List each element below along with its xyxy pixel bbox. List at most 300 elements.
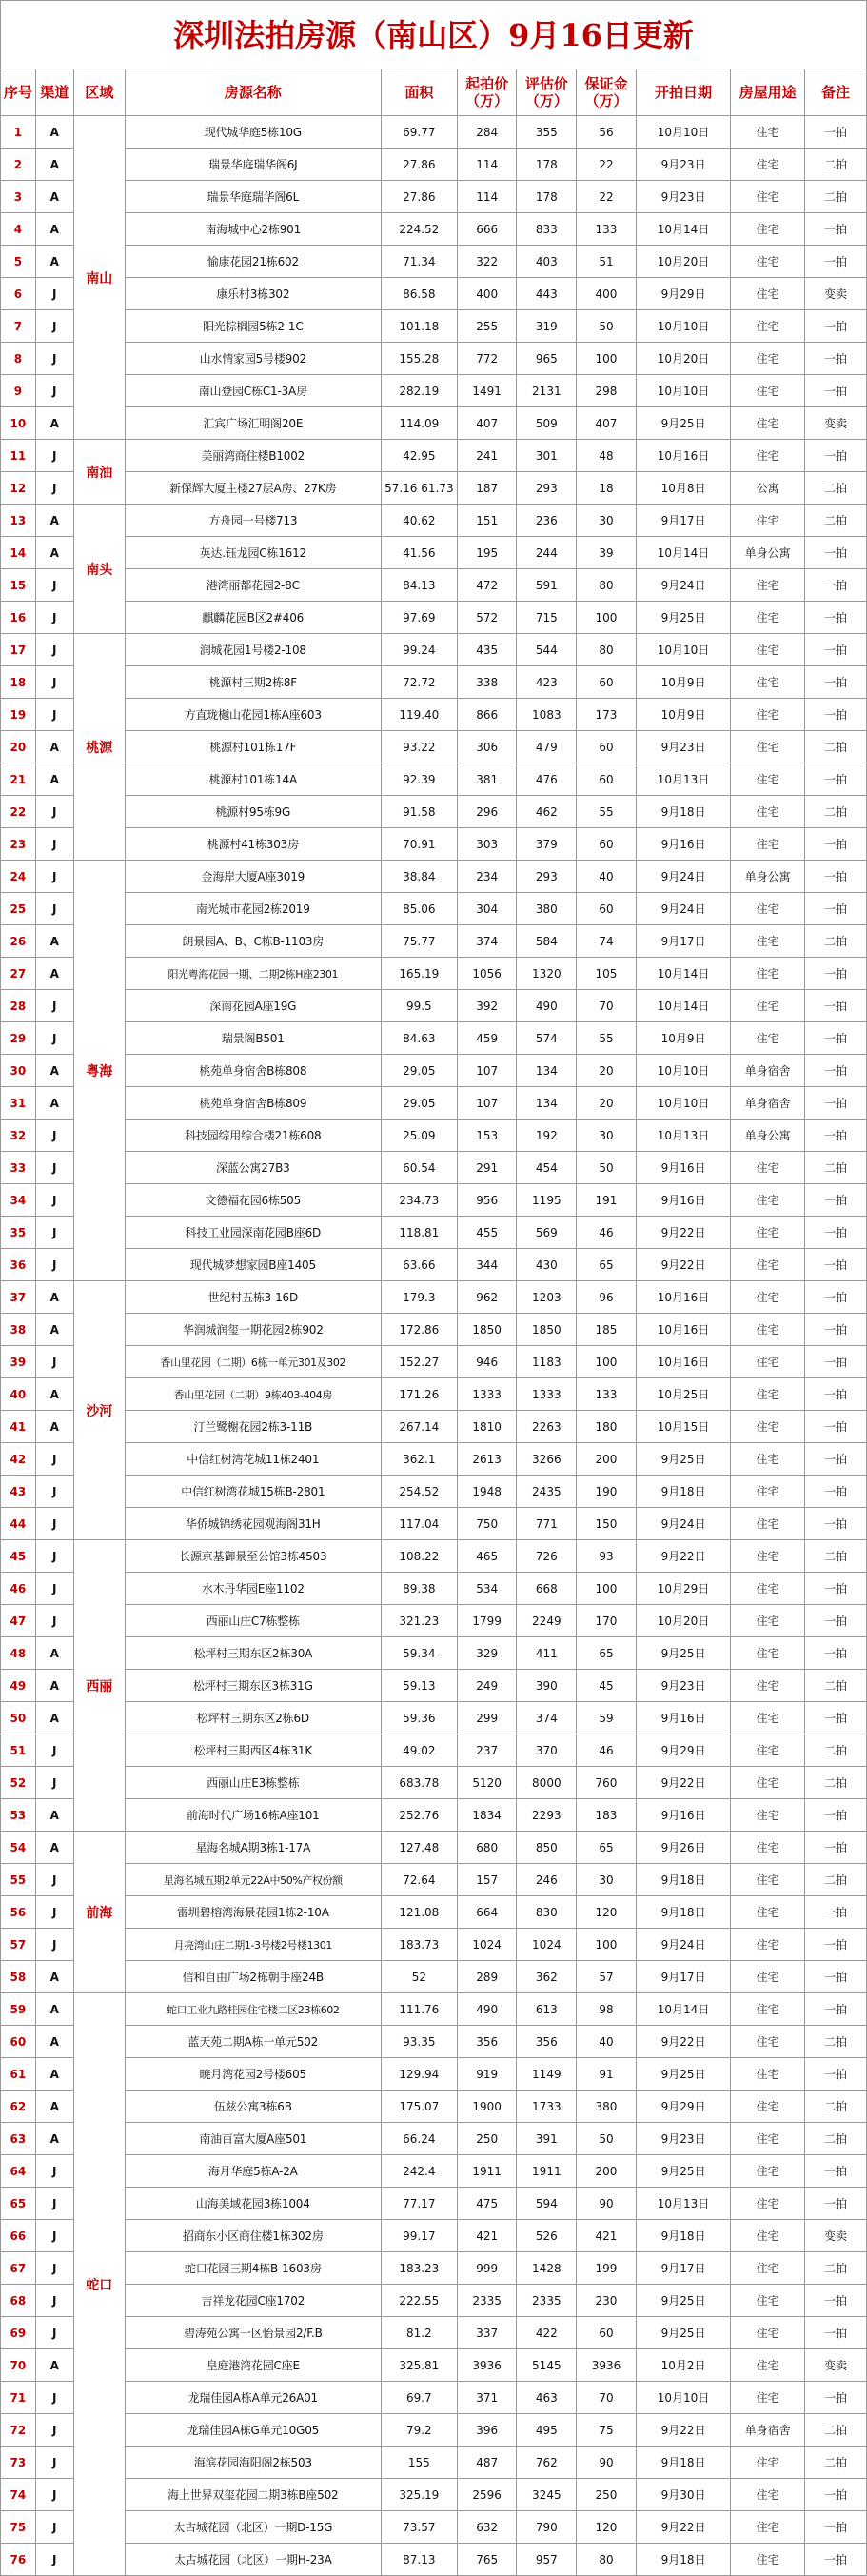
row-property-name: 桃源村三期2栋8F bbox=[125, 666, 381, 699]
row-usage: 住宅 bbox=[731, 1508, 805, 1540]
row-property-name: 蓝天苑二期A栋一单元502 bbox=[125, 2026, 381, 2058]
table-row bbox=[1, 1961, 867, 1993]
row-deposit: 100 bbox=[577, 1346, 637, 1378]
row-area: 89.38 bbox=[381, 1573, 457, 1605]
row-channel: A bbox=[35, 2123, 73, 2155]
row-usage: 住宅 bbox=[731, 1022, 805, 1055]
row-start-price: 490 bbox=[457, 1993, 517, 2026]
row-channel: J bbox=[35, 472, 73, 505]
row-area: 85.06 bbox=[381, 893, 457, 925]
row-deposit: 45 bbox=[577, 1670, 637, 1702]
row-area: 75.77 bbox=[381, 925, 457, 958]
row-property-name: 麒麟花园B区2#406 bbox=[125, 602, 381, 634]
table-row bbox=[1, 1540, 867, 1573]
row-usage: 住宅 bbox=[731, 181, 805, 213]
row-usage: 住宅 bbox=[731, 1929, 805, 1961]
row-property-name: 南山登园C栋C1-3A房 bbox=[125, 375, 381, 407]
table-row bbox=[1, 1508, 867, 1540]
row-area: 171.26 bbox=[381, 1378, 457, 1411]
row-eval-price: 965 bbox=[517, 343, 577, 375]
row-deposit: 3936 bbox=[577, 2349, 637, 2382]
table-row bbox=[1, 1799, 867, 1832]
table-row bbox=[1, 828, 867, 861]
row-start-price: 299 bbox=[457, 1702, 517, 1734]
row-deposit: 20 bbox=[577, 1087, 637, 1120]
row-auction-date: 9月29日 bbox=[636, 278, 730, 310]
row-area: 93.35 bbox=[381, 2026, 457, 2058]
row-channel: J bbox=[35, 1573, 73, 1605]
row-seq: 26 bbox=[1, 925, 36, 958]
row-eval-price: 301 bbox=[517, 440, 577, 472]
row-auction-date: 9月25日 bbox=[636, 407, 730, 440]
row-area: 49.02 bbox=[381, 1734, 457, 1767]
table-row bbox=[1, 1993, 867, 2026]
table-row bbox=[1, 181, 867, 213]
row-area: 183.23 bbox=[381, 2252, 457, 2285]
table-row bbox=[1, 1864, 867, 1896]
row-eval-price: 726 bbox=[517, 1540, 577, 1573]
row-property-name: 愉康花园21栋602 bbox=[125, 246, 381, 278]
row-channel: J bbox=[35, 2479, 73, 2511]
row-start-price: 381 bbox=[457, 763, 517, 796]
row-deposit: 56 bbox=[577, 116, 637, 149]
row-note: 一拍 bbox=[805, 1346, 867, 1378]
row-deposit: 400 bbox=[577, 278, 637, 310]
row-note: 一拍 bbox=[805, 1573, 867, 1605]
row-usage: 住宅 bbox=[731, 925, 805, 958]
row-seq: 61 bbox=[1, 2058, 36, 2091]
row-property-name: 桃源村41栋303房 bbox=[125, 828, 381, 861]
row-auction-date: 9月23日 bbox=[636, 2123, 730, 2155]
district-cell: 南油 bbox=[73, 440, 125, 505]
header-usage: 房屋用途 bbox=[731, 69, 805, 116]
row-eval-price: 1149 bbox=[517, 2058, 577, 2091]
table-row bbox=[1, 343, 867, 375]
row-auction-date: 10月9日 bbox=[636, 666, 730, 699]
row-start-price: 304 bbox=[457, 893, 517, 925]
row-area: 84.13 bbox=[381, 569, 457, 602]
row-auction-date: 10月15日 bbox=[636, 1411, 730, 1443]
table-row bbox=[1, 1087, 867, 1120]
row-deposit: 60 bbox=[577, 2317, 637, 2349]
table-row bbox=[1, 2026, 867, 2058]
row-start-price: 296 bbox=[457, 796, 517, 828]
row-area: 683.78 bbox=[381, 1767, 457, 1799]
row-note: 一拍 bbox=[805, 2511, 867, 2544]
row-auction-date: 9月25日 bbox=[636, 2058, 730, 2091]
row-start-price: 344 bbox=[457, 1249, 517, 1281]
table-row bbox=[1, 1605, 867, 1637]
row-note: 一拍 bbox=[805, 2188, 867, 2220]
row-area: 222.55 bbox=[381, 2285, 457, 2317]
row-note: 一拍 bbox=[805, 2155, 867, 2188]
row-property-name: 瑞景阁B501 bbox=[125, 1022, 381, 1055]
row-auction-date: 9月23日 bbox=[636, 1670, 730, 1702]
row-seq: 55 bbox=[1, 1864, 36, 1896]
row-property-name: 松坪村三期西区4栋31K bbox=[125, 1734, 381, 1767]
row-channel: A bbox=[35, 1378, 73, 1411]
row-usage: 住宅 bbox=[731, 990, 805, 1022]
row-property-name: 中信红树湾花城15栋B-2801 bbox=[125, 1476, 381, 1508]
row-start-price: 250 bbox=[457, 2123, 517, 2155]
row-auction-date: 9月18日 bbox=[636, 1864, 730, 1896]
row-seq: 35 bbox=[1, 1217, 36, 1249]
row-eval-price: 1083 bbox=[517, 699, 577, 731]
row-channel: A bbox=[35, 958, 73, 990]
row-eval-price: 8000 bbox=[517, 1767, 577, 1799]
row-eval-price: 2131 bbox=[517, 375, 577, 407]
row-area: 27.86 bbox=[381, 181, 457, 213]
row-seq: 71 bbox=[1, 2382, 36, 2414]
row-usage: 住宅 bbox=[731, 375, 805, 407]
row-usage: 住宅 bbox=[731, 602, 805, 634]
row-eval-price: 246 bbox=[517, 1864, 577, 1896]
row-deposit: 421 bbox=[577, 2220, 637, 2252]
table-row bbox=[1, 1346, 867, 1378]
row-area: 172.86 bbox=[381, 1314, 457, 1346]
row-deposit: 55 bbox=[577, 796, 637, 828]
row-start-price: 3936 bbox=[457, 2349, 517, 2382]
row-area: 321.23 bbox=[381, 1605, 457, 1637]
row-seq: 2 bbox=[1, 149, 36, 181]
row-usage: 住宅 bbox=[731, 1378, 805, 1411]
row-eval-price: 1203 bbox=[517, 1281, 577, 1314]
row-eval-price: 957 bbox=[517, 2544, 577, 2576]
row-auction-date: 10月10日 bbox=[636, 1055, 730, 1087]
row-seq: 34 bbox=[1, 1184, 36, 1217]
row-deposit: 22 bbox=[577, 149, 637, 181]
row-area: 254.52 bbox=[381, 1476, 457, 1508]
row-area: 325.81 bbox=[381, 2349, 457, 2382]
row-channel: A bbox=[35, 731, 73, 763]
row-usage: 住宅 bbox=[731, 310, 805, 343]
row-auction-date: 10月20日 bbox=[636, 343, 730, 375]
row-note: 一拍 bbox=[805, 1929, 867, 1961]
row-property-name: 桃源村101栋17F bbox=[125, 731, 381, 763]
row-start-price: 1491 bbox=[457, 375, 517, 407]
row-eval-price: 178 bbox=[517, 181, 577, 213]
row-channel: A bbox=[35, 407, 73, 440]
row-deposit: 74 bbox=[577, 925, 637, 958]
row-channel: A bbox=[35, 2026, 73, 2058]
row-property-name: 现代城梦想家园B座1405 bbox=[125, 1249, 381, 1281]
row-auction-date: 9月22日 bbox=[636, 1249, 730, 1281]
row-auction-date: 9月22日 bbox=[636, 2511, 730, 2544]
row-note: 一拍 bbox=[805, 666, 867, 699]
row-start-price: 421 bbox=[457, 2220, 517, 2252]
row-seq: 76 bbox=[1, 2544, 36, 2576]
table-row bbox=[1, 569, 867, 602]
row-note: 一拍 bbox=[805, 1637, 867, 1670]
row-usage: 住宅 bbox=[731, 1573, 805, 1605]
row-eval-price: 762 bbox=[517, 2447, 577, 2479]
row-seq: 27 bbox=[1, 958, 36, 990]
row-note: 二拍 bbox=[805, 1540, 867, 1573]
row-start-price: 1056 bbox=[457, 958, 517, 990]
row-seq: 23 bbox=[1, 828, 36, 861]
row-seq: 12 bbox=[1, 472, 36, 505]
table-row bbox=[1, 1217, 867, 1249]
row-note: 二拍 bbox=[805, 2026, 867, 2058]
row-channel: A bbox=[35, 1799, 73, 1832]
row-deposit: 90 bbox=[577, 2188, 637, 2220]
row-start-price: 487 bbox=[457, 2447, 517, 2479]
row-property-name: 前海时代广场16栋A座101 bbox=[125, 1799, 381, 1832]
row-auction-date: 10月10日 bbox=[636, 2382, 730, 2414]
row-seq: 43 bbox=[1, 1476, 36, 1508]
table-row bbox=[1, 1055, 867, 1087]
row-usage: 住宅 bbox=[731, 1346, 805, 1378]
row-auction-date: 9月16日 bbox=[636, 1184, 730, 1217]
row-eval-price: 244 bbox=[517, 537, 577, 569]
row-area: 70.91 bbox=[381, 828, 457, 861]
row-deposit: 100 bbox=[577, 1929, 637, 1961]
row-auction-date: 9月30日 bbox=[636, 2479, 730, 2511]
row-area: 81.2 bbox=[381, 2317, 457, 2349]
row-channel: A bbox=[35, 1832, 73, 1864]
row-deposit: 183 bbox=[577, 1799, 637, 1832]
row-auction-date: 10月13日 bbox=[636, 1120, 730, 1152]
row-start-price: 475 bbox=[457, 2188, 517, 2220]
row-usage: 住宅 bbox=[731, 440, 805, 472]
row-note: 一拍 bbox=[805, 1896, 867, 1929]
row-note: 一拍 bbox=[805, 1087, 867, 1120]
row-area: 79.2 bbox=[381, 2414, 457, 2447]
row-auction-date: 9月25日 bbox=[636, 1637, 730, 1670]
row-eval-price: 594 bbox=[517, 2188, 577, 2220]
row-eval-price: 443 bbox=[517, 278, 577, 310]
row-note: 二拍 bbox=[805, 472, 867, 505]
row-property-name: 桃苑单身宿舍B栋809 bbox=[125, 1087, 381, 1120]
table-row bbox=[1, 375, 867, 407]
row-seq: 56 bbox=[1, 1896, 36, 1929]
row-start-price: 392 bbox=[457, 990, 517, 1022]
row-auction-date: 9月26日 bbox=[636, 1832, 730, 1864]
row-eval-price: 2435 bbox=[517, 1476, 577, 1508]
row-start-price: 946 bbox=[457, 1346, 517, 1378]
row-start-price: 151 bbox=[457, 505, 517, 537]
row-seq: 33 bbox=[1, 1152, 36, 1184]
row-start-price: 153 bbox=[457, 1120, 517, 1152]
row-note: 二拍 bbox=[805, 1152, 867, 1184]
row-seq: 42 bbox=[1, 1443, 36, 1476]
row-auction-date: 10月16日 bbox=[636, 1314, 730, 1346]
table-row bbox=[1, 925, 867, 958]
row-usage: 住宅 bbox=[731, 2285, 805, 2317]
row-property-name: 山水情家园5号楼902 bbox=[125, 343, 381, 375]
row-channel: J bbox=[35, 861, 73, 893]
row-eval-price: 134 bbox=[517, 1055, 577, 1087]
row-eval-price: 490 bbox=[517, 990, 577, 1022]
row-channel: J bbox=[35, 2252, 73, 2285]
table-row bbox=[1, 2349, 867, 2382]
row-property-name: 龙瑞佳园A栋A单元26A01 bbox=[125, 2382, 381, 2414]
listing-rows bbox=[1, 116, 867, 2576]
row-note: 二拍 bbox=[805, 2091, 867, 2123]
row-usage: 住宅 bbox=[731, 1184, 805, 1217]
row-start-price: 241 bbox=[457, 440, 517, 472]
row-usage: 住宅 bbox=[731, 1961, 805, 1993]
row-channel: A bbox=[35, 1993, 73, 2026]
row-auction-date: 9月22日 bbox=[636, 1540, 730, 1573]
row-channel: J bbox=[35, 1184, 73, 1217]
row-area: 40.62 bbox=[381, 505, 457, 537]
row-start-price: 329 bbox=[457, 1637, 517, 1670]
table-row bbox=[1, 505, 867, 537]
row-property-name: 科技工业园深南花园B座6D bbox=[125, 1217, 381, 1249]
row-start-price: 371 bbox=[457, 2382, 517, 2414]
row-seq: 36 bbox=[1, 1249, 36, 1281]
row-eval-price: 830 bbox=[517, 1896, 577, 1929]
row-start-price: 303 bbox=[457, 828, 517, 861]
row-auction-date: 9月29日 bbox=[636, 2091, 730, 2123]
row-property-name: 松坪村三期东区2栋6D bbox=[125, 1702, 381, 1734]
row-auction-date: 10月9日 bbox=[636, 1022, 730, 1055]
row-channel: J bbox=[35, 1152, 73, 1184]
row-usage: 住宅 bbox=[731, 1734, 805, 1767]
row-property-name: 碧涛苑公寓一区怡景园2/F.B bbox=[125, 2317, 381, 2349]
row-eval-price: 569 bbox=[517, 1217, 577, 1249]
table-row bbox=[1, 1120, 867, 1152]
row-channel: A bbox=[35, 1281, 73, 1314]
row-usage: 住宅 bbox=[731, 828, 805, 861]
row-deposit: 20 bbox=[577, 1055, 637, 1087]
row-channel: J bbox=[35, 2220, 73, 2252]
row-note: 一拍 bbox=[805, 893, 867, 925]
row-start-price: 289 bbox=[457, 1961, 517, 1993]
row-usage: 住宅 bbox=[731, 1605, 805, 1637]
row-area: 25.09 bbox=[381, 1120, 457, 1152]
table-row bbox=[1, 278, 867, 310]
row-seq: 30 bbox=[1, 1055, 36, 1087]
row-usage: 住宅 bbox=[731, 2349, 805, 2382]
table-row bbox=[1, 1249, 867, 1281]
row-channel: J bbox=[35, 1476, 73, 1508]
row-eval-price: 319 bbox=[517, 310, 577, 343]
row-deposit: 70 bbox=[577, 990, 637, 1022]
row-channel: A bbox=[35, 246, 73, 278]
row-auction-date: 9月24日 bbox=[636, 893, 730, 925]
row-property-name: 雷圳碧榕湾海景花园1栋2-10A bbox=[125, 1896, 381, 1929]
row-area: 87.13 bbox=[381, 2544, 457, 2576]
row-note: 二拍 bbox=[805, 505, 867, 537]
row-start-price: 534 bbox=[457, 1573, 517, 1605]
row-eval-price: 374 bbox=[517, 1702, 577, 1734]
row-deposit: 200 bbox=[577, 2155, 637, 2188]
row-start-price: 356 bbox=[457, 2026, 517, 2058]
row-area: 175.07 bbox=[381, 2091, 457, 2123]
row-usage: 住宅 bbox=[731, 634, 805, 666]
row-auction-date: 9月18日 bbox=[636, 2447, 730, 2479]
table-row bbox=[1, 990, 867, 1022]
row-start-price: 632 bbox=[457, 2511, 517, 2544]
row-note: 二拍 bbox=[805, 2252, 867, 2285]
row-property-name: 海滨花园海阳阁2栋503 bbox=[125, 2447, 381, 2479]
row-deposit: 96 bbox=[577, 1281, 637, 1314]
row-deposit: 230 bbox=[577, 2285, 637, 2317]
header-district: 区域 bbox=[73, 69, 125, 116]
row-auction-date: 10月14日 bbox=[636, 958, 730, 990]
row-start-price: 919 bbox=[457, 2058, 517, 2091]
row-eval-price: 422 bbox=[517, 2317, 577, 2349]
listing-table bbox=[0, 69, 867, 2576]
row-start-price: 572 bbox=[457, 602, 517, 634]
row-auction-date: 9月22日 bbox=[636, 1767, 730, 1799]
row-eval-price: 479 bbox=[517, 731, 577, 763]
row-note: 一拍 bbox=[805, 1378, 867, 1411]
row-eval-price: 3245 bbox=[517, 2479, 577, 2511]
row-channel: J bbox=[35, 828, 73, 861]
row-eval-price: 411 bbox=[517, 1637, 577, 1670]
row-seq: 50 bbox=[1, 1702, 36, 1734]
row-eval-price: 362 bbox=[517, 1961, 577, 1993]
row-area: 52 bbox=[381, 1961, 457, 1993]
row-eval-price: 192 bbox=[517, 1120, 577, 1152]
row-property-name: 现代城华庭5栋10G bbox=[125, 116, 381, 149]
row-usage: 住宅 bbox=[731, 1702, 805, 1734]
row-deposit: 105 bbox=[577, 958, 637, 990]
row-property-name: 南海城中心2栋901 bbox=[125, 213, 381, 246]
row-eval-price: 423 bbox=[517, 666, 577, 699]
row-property-name: 太古城花园（北区）一期D-15G bbox=[125, 2511, 381, 2544]
row-area: 118.81 bbox=[381, 1217, 457, 1249]
row-auction-date: 9月23日 bbox=[636, 181, 730, 213]
row-channel: A bbox=[35, 1087, 73, 1120]
row-area: 86.58 bbox=[381, 278, 457, 310]
row-property-name: 星海名城A期3栋1-17A bbox=[125, 1832, 381, 1864]
row-area: 224.52 bbox=[381, 213, 457, 246]
row-note: 一拍 bbox=[805, 958, 867, 990]
row-eval-price: 1195 bbox=[517, 1184, 577, 1217]
row-start-price: 400 bbox=[457, 278, 517, 310]
row-usage: 住宅 bbox=[731, 1864, 805, 1896]
row-seq: 4 bbox=[1, 213, 36, 246]
row-area: 59.36 bbox=[381, 1702, 457, 1734]
row-usage: 住宅 bbox=[731, 796, 805, 828]
table-row bbox=[1, 1476, 867, 1508]
table-row bbox=[1, 2285, 867, 2317]
row-seq: 8 bbox=[1, 343, 36, 375]
row-eval-price: 509 bbox=[517, 407, 577, 440]
row-start-price: 338 bbox=[457, 666, 517, 699]
row-usage: 单身公寓 bbox=[731, 1120, 805, 1152]
row-deposit: 120 bbox=[577, 1896, 637, 1929]
row-eval-price: 390 bbox=[517, 1670, 577, 1702]
row-channel: J bbox=[35, 1540, 73, 1573]
row-start-price: 999 bbox=[457, 2252, 517, 2285]
header-note: 备注 bbox=[805, 69, 867, 116]
row-deposit: 93 bbox=[577, 1540, 637, 1573]
row-usage: 住宅 bbox=[731, 699, 805, 731]
row-seq: 58 bbox=[1, 1961, 36, 1993]
row-start-price: 337 bbox=[457, 2317, 517, 2349]
table-row bbox=[1, 1152, 867, 1184]
row-seq: 40 bbox=[1, 1378, 36, 1411]
row-area: 59.34 bbox=[381, 1637, 457, 1670]
row-area: 69.7 bbox=[381, 2382, 457, 2414]
row-deposit: 46 bbox=[577, 1217, 637, 1249]
table-row bbox=[1, 2544, 867, 2576]
row-start-price: 114 bbox=[457, 149, 517, 181]
row-auction-date: 10月13日 bbox=[636, 763, 730, 796]
row-property-name: 华侨城锦绣花园观海阁31H bbox=[125, 1508, 381, 1540]
row-deposit: 173 bbox=[577, 699, 637, 731]
row-note: 一拍 bbox=[805, 246, 867, 278]
row-auction-date: 9月18日 bbox=[636, 1896, 730, 1929]
table-row bbox=[1, 213, 867, 246]
row-usage: 住宅 bbox=[731, 2058, 805, 2091]
row-deposit: 760 bbox=[577, 1767, 637, 1799]
